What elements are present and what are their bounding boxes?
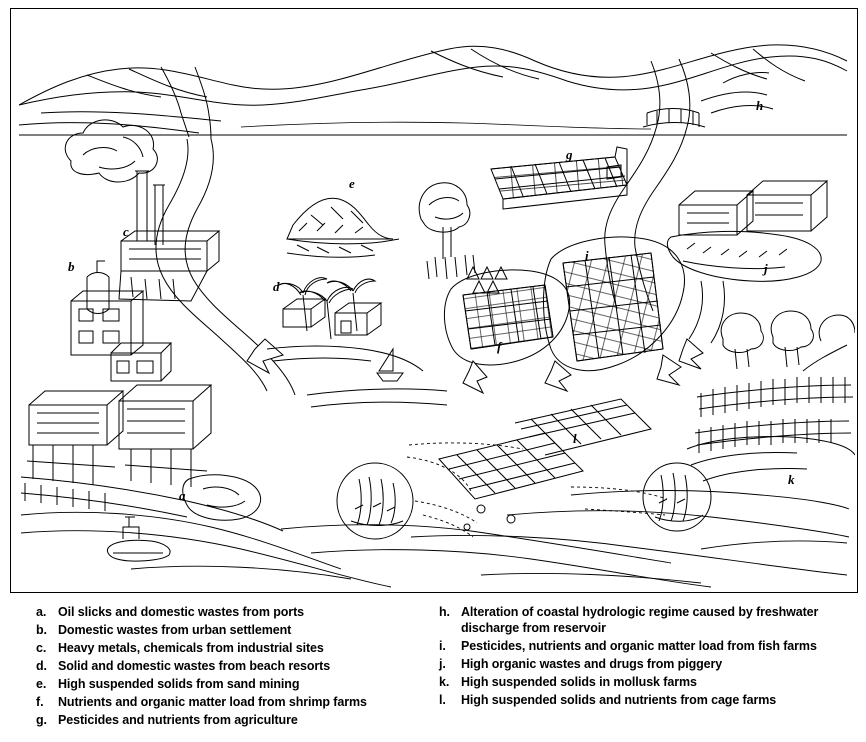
- legend-item-i: [439, 638, 856, 654]
- cage-farms: [439, 399, 651, 530]
- scene-label-g: g: [566, 147, 573, 162]
- scene-label-j: j: [764, 261, 768, 276]
- legend-item-f: [36, 694, 433, 710]
- legend-text-l: High suspended solids and nutrients from cage farms: [461, 693, 777, 707]
- legend-text-f: Nutrients and organic matter load from shrimp farms: [58, 695, 367, 709]
- legend-key-i: i.: [439, 639, 446, 653]
- legend-key-e: e.: [36, 677, 47, 691]
- legend-key-j: j.: [439, 657, 446, 671]
- scene-label-h: h: [756, 98, 764, 113]
- mollusk-farm: [687, 311, 855, 481]
- legend-text-d: Solid and domestic wastes from beach resorts: [58, 659, 331, 673]
- legend-item-g: [36, 712, 433, 728]
- legend-column-right: [433, 604, 856, 734]
- agriculture-fields: [491, 147, 627, 209]
- legend-key-d: d.: [36, 659, 47, 673]
- detail-circle-right: [643, 463, 711, 531]
- scene-label-b: b: [68, 259, 75, 274]
- legend: [10, 604, 856, 734]
- legend-key-a: a.: [36, 605, 47, 619]
- scene-label-a: a: [179, 488, 186, 503]
- legend-text-g: Pesticides and nutrients from agriculture: [58, 713, 298, 727]
- scene-label-i: i: [585, 248, 589, 263]
- legend-text-h: Alteration of coastal hydrologic regime caused by freshwater discharge from reservoir: [461, 605, 819, 635]
- legend-text-b: Domestic wastes from urban settlement: [58, 623, 292, 637]
- legend-column-left: [10, 604, 433, 734]
- scene-label-l: l: [573, 431, 577, 446]
- legend-text-a: Oil slicks and domestic wastes from ports: [58, 605, 304, 619]
- legend-item-l: [439, 692, 856, 708]
- legend-key-l: l.: [439, 693, 446, 707]
- scene-label-c: c: [123, 224, 129, 239]
- piggery-buildings: [667, 181, 827, 369]
- sea-currents: [21, 443, 849, 587]
- background-mountains: [19, 45, 847, 133]
- legend-text-i: Pesticides, nutrients and organic matter load from fish farms: [461, 639, 817, 653]
- legend-key-f: f.: [36, 695, 44, 709]
- scene-label-k: k: [788, 472, 795, 487]
- legend-key-h: h.: [439, 605, 450, 619]
- scene-drawing: [11, 9, 855, 590]
- legend-item-a: [36, 604, 433, 620]
- legend-item-b: [36, 622, 433, 638]
- fish-farm-ponds: [544, 237, 685, 391]
- legend-item-j: [439, 656, 856, 672]
- legend-item-e: [36, 676, 433, 692]
- coastal-pollution-illustration: [10, 8, 858, 593]
- legend-text-k: High suspended solids in mollusk farms: [461, 675, 697, 689]
- detail-circle-left: [337, 463, 413, 539]
- legend-item-c: [36, 640, 433, 656]
- scene-label-e: e: [349, 176, 355, 191]
- legend-item-d: [36, 658, 433, 674]
- legend-item-k: [439, 674, 856, 690]
- industrial-site: [65, 120, 219, 381]
- legend-text-e: High suspended solids from sand mining: [58, 677, 300, 691]
- legend-key-c: c.: [36, 641, 47, 655]
- sand-mining-hills: [287, 198, 399, 257]
- beach-resort: [267, 278, 423, 381]
- mangrove-trees: [419, 183, 507, 293]
- legend-key-b: b.: [36, 623, 47, 637]
- scene-label-d: d: [273, 279, 280, 294]
- scene-label-f: f: [497, 339, 502, 354]
- industrial-river: [156, 139, 295, 395]
- legend-text-j: High organic wastes and drugs from piggery: [461, 657, 723, 671]
- legend-text-c: Heavy metals, chemicals from industrial sites: [58, 641, 324, 655]
- legend-key-k: k.: [439, 675, 450, 689]
- legend-item-h: [439, 604, 856, 636]
- legend-key-g: g.: [36, 713, 47, 727]
